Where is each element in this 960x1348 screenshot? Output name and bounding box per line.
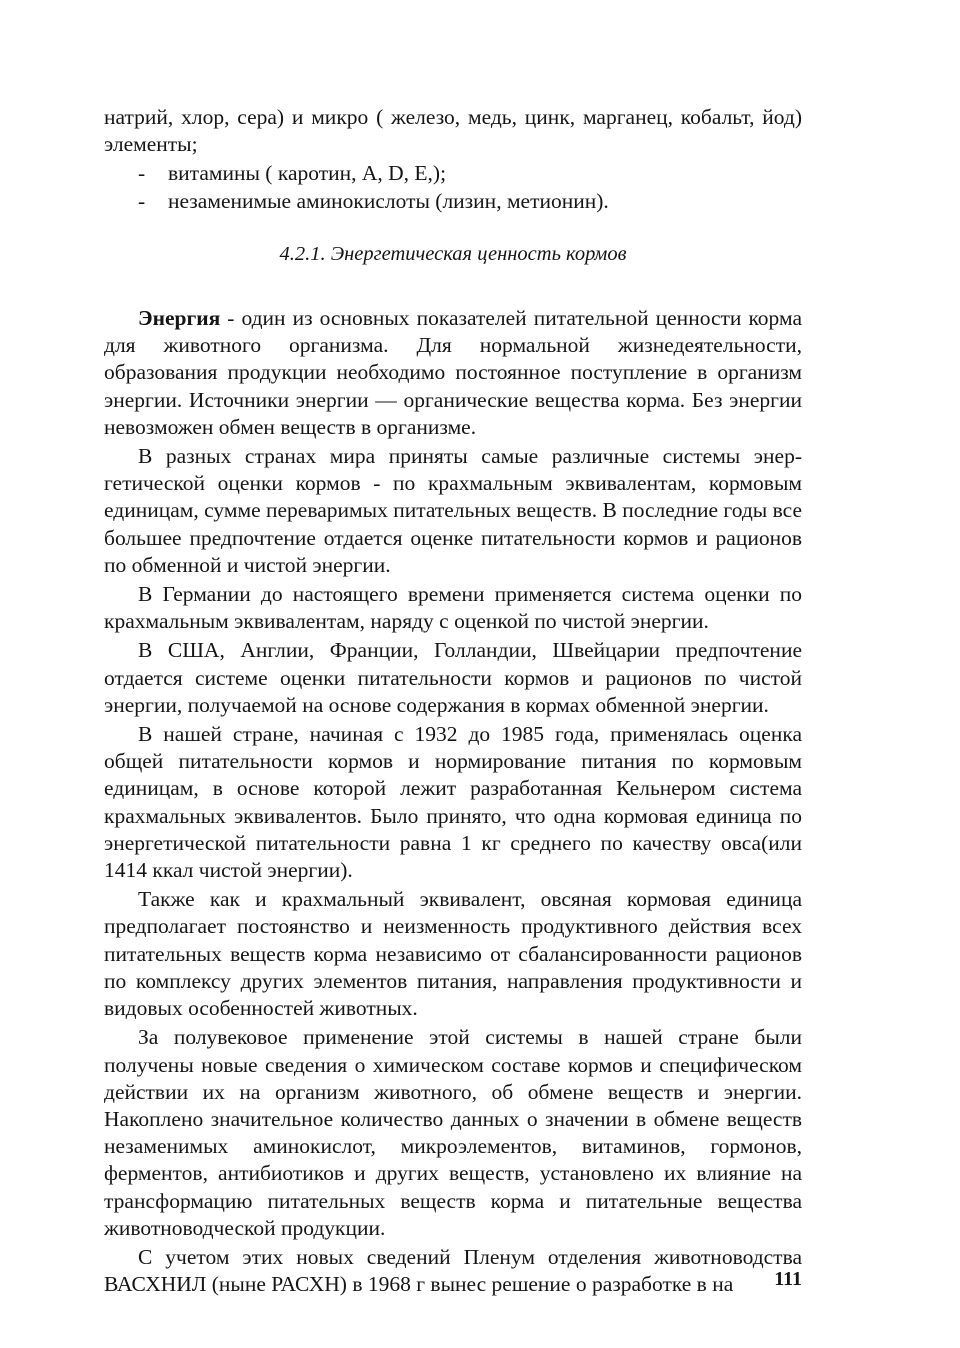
energy-term: Энергия (138, 306, 221, 331)
paragraph-plenum: С учетом этих новых сведений Пленум отделения животноводства ВАСХНИЛ (ныне РАСХН) в 1968 г вынес решение о разработке в на (104, 1244, 802, 1297)
paragraph-half-century: За полувековое применение этой системы в нашей стране были получены новые сведения о химическом составе кормов и специфическом действии их на организм животного, об обмене веществ и энергии. Накоплено значительное количество данных о значении в обмене веществ незаменимых аминокислот, микроэлементов, витаминов, гормонов, ферментов, антибиотиков и других веществ, установлено их влияние на трансформацию питательных веществ корма и питательные вещества животноводческой продукции. (104, 1025, 802, 1240)
paragraph-starch-equivalent: Также как и крахмальный эквивалент, овсяная кормовая единица предполагает постоянство и неизменность продуктивного действия всех питательных веществ корма независимо от сбалансированности рационов по комплексу других элементов питания, направления продуктивности и видовых особенностей животных. (104, 887, 802, 1021)
energy-paragraph (104, 305, 802, 441)
paragraph-systems: В разных странах мира приняты самые различные системы энергетической оценки кормов - по крахмальным эквивалентам, кормовым единицам, сумме переваримых питательных веществ. В последние годы все большее предпочтение отдается оценке питательности кормов и рационов по обменной и чистой энергии. (104, 444, 802, 577)
paragraph-our-country: В нашей стране, начиная с 1932 до 1985 года, применялась оценка общей питательности кормов и нормирование питания по кормовым единицам, в основе которой лежит разработанная Кельнером система крахмальных эквивалентов. Было принято, что одна кормовая единица по энергетической питательности равна 1 кг среднего по качеству овса(или 1414 ккал чистой энергии). (104, 722, 802, 883)
section-heading: 4.2.1. Энергетическая ценность кормов (279, 242, 627, 265)
list-dash: - (138, 161, 146, 186)
list-item-text: незаменимые аминокислоты (лизин, метионин). (168, 188, 609, 213)
nutrient-list (104, 160, 802, 214)
paragraph-germany: В Германии до настоящего времени применяется система оценки по крахмальным эквивалентам, наряду с оценкой по чистой энергии. (104, 582, 802, 634)
energy-definition: - один из основных показателей питательной ценности корма для животного организма. Для нормальной жизнедеятельности, образования продукции необходимо постоянное поступление в организм энергии. Источники энергии — органические вещества корма. Без энергии невозможен обмен веществ в организме. (104, 306, 802, 439)
page-number: 111 (774, 1268, 802, 1290)
list-item (104, 188, 802, 215)
list-item (104, 160, 802, 187)
list-item-text: витамины ( каротин, А, D, Е,); (168, 161, 447, 186)
paragraph-usa: В США, Англии, Франции, Голландии, Швейцарии предпочтение отдается системе оценки питательности кормов и рационов по чистой энергии, получаемой на основе содержания в кормах обменной энергии. (104, 638, 802, 717)
list-dash: - (138, 188, 146, 213)
page-text (104, 104, 802, 1298)
intro-paragraph: натрий, хлор, сера) и микро ( железо, медь, цинк, марганец, кобальт, йод) элементы; (104, 105, 802, 157)
